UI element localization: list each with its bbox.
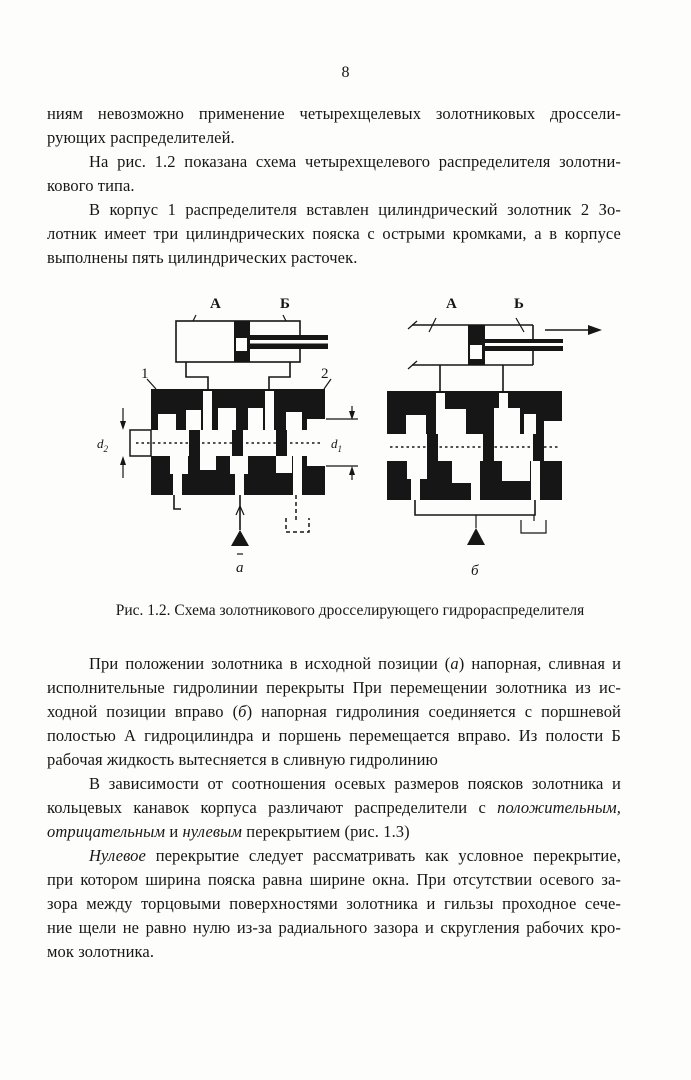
tank-icon [521, 520, 546, 533]
dimension-d1 [326, 406, 358, 480]
text-line: В корпус 1 распределителя вставлен цилиндрический золотник 2 Зо- [89, 200, 621, 219]
diagram-b [387, 296, 602, 579]
text-line: лотник имеет три цилиндрических пояска с острыми кромками, а в корпусе [47, 224, 621, 243]
figure-caption: Рис. 1.2. Схема золотникового дросселирующего гидрораспределителя [115, 602, 585, 619]
chamber-b-label: Б [280, 296, 290, 312]
chamber-a-label: А [446, 296, 457, 312]
pipe-a [186, 362, 208, 391]
drain-bracket [415, 500, 535, 515]
text-line: В зависимости от соотношения осевых размеров поясков золотника и [89, 774, 621, 793]
text-line: кольцевых канавок корпуса различают распределители с положительным, [47, 798, 621, 817]
lower-text-block [47, 652, 621, 964]
pipe-b [269, 362, 290, 391]
text-line: Нулевое перекрытие следует рассматривать как условное перекрытие, [89, 846, 621, 865]
upper-text-block [47, 102, 621, 270]
text-line: рующих распределителей. [47, 128, 235, 147]
text-line: рабочая жидкость вытесняется в сливную гидролинию [47, 750, 438, 769]
text-line: ходной позиции вправо (б) напорная гидролиния соединяется с поршневой [47, 702, 621, 721]
page-number: 8 [341, 64, 350, 81]
tank-icon [286, 518, 309, 532]
text-line: При положении золотника в исходной позиции (а) напорная, сливная и [89, 654, 621, 673]
text-line: ние щели не равно нулю из-за радиального зазора и скругления рабочих кро- [47, 918, 621, 937]
pump-triangle-icon [467, 528, 485, 545]
text-line: кового типа. [47, 176, 135, 195]
cylinder-a [176, 321, 328, 362]
drain-line-left [174, 495, 181, 509]
svg-text:d1: $d_1$ [331, 436, 342, 454]
text-line: выполнены пять цилиндрических расточек. [47, 248, 358, 267]
callout-1: 1 [141, 366, 149, 382]
text-line: мок золотника. [47, 942, 155, 961]
diagram-a [97, 296, 358, 576]
pump-triangle-icon [231, 530, 249, 546]
pressure-line-a [231, 495, 249, 554]
tank-symbol-b [521, 515, 546, 533]
text-line: отрицательным и нулевым перекрытием (рис. 1.3) [47, 822, 410, 841]
text-line: На рис. 1.2 показана схема четырехщелевого распределителя золотни- [89, 152, 621, 171]
dimension-d2 [97, 408, 126, 478]
chamber-b-label: Ь [514, 296, 524, 312]
valve-body-b [387, 391, 562, 500]
callout-2: 2 [321, 366, 329, 382]
sublabel-a: а [236, 560, 244, 576]
pressure-line-b [467, 515, 485, 545]
figure-1-2 [90, 288, 620, 588]
sublabel-b: б [471, 563, 479, 579]
text-line: при котором ширина пояска равна ширине окна. При отсутствии осевого за- [47, 870, 621, 889]
svg-text:d2: $d_2$ [97, 436, 108, 454]
tank-symbol-a [286, 495, 309, 532]
valve-body-a [130, 389, 325, 495]
text-line: полостью А гидроцилиндра и поршень перемещается вправо. Из полости Б [47, 726, 621, 745]
text-line: ниям невозможно применение четырехщелевых золотниковых дроссели- [47, 104, 621, 123]
chamber-a-label: А [210, 296, 221, 312]
motion-arrow-icon [545, 325, 602, 335]
text-line: исполнительные гидролинии перекрыты При перемещении золотника из ис- [47, 678, 621, 697]
text-line: зора между торцовыми поверхностями золотника и гильзы проходное сече- [47, 894, 621, 913]
